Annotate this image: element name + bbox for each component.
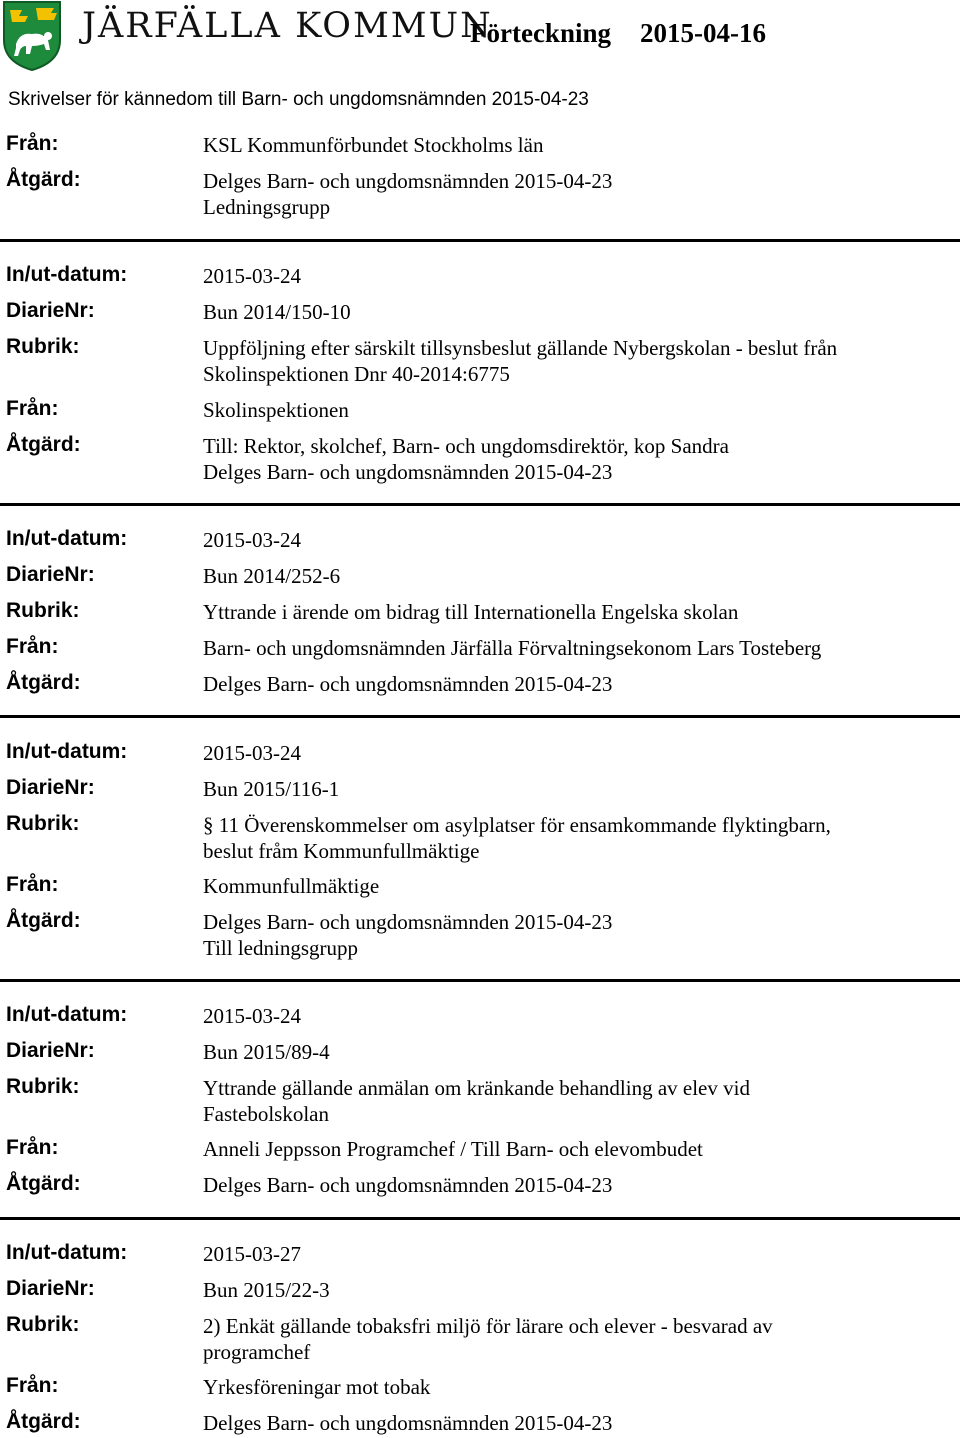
- document-date: 2015-04-16: [640, 18, 766, 48]
- record-divider: [0, 979, 960, 982]
- field-value: Till: Rektor, skolchef, Barn- och ungdomsdirektör, kop Sandra Delges Barn- och ungdomsnämnden 2015-04-23: [203, 434, 729, 484]
- field-value: 2015-03-24: [203, 741, 301, 765]
- field-value: Delges Barn- och ungdomsnämnden 2015-04-23: [203, 1411, 613, 1435]
- field-label: Åtgärd:: [6, 1410, 81, 1433]
- field-value: Skolinspektionen: [203, 398, 349, 422]
- field-label: In/ut-datum:: [6, 1241, 128, 1264]
- field-value: § 11 Överenskommelser om asylplatser för ensamkommande flyktingbarn, beslut fråm Kommunfullmäktige: [203, 813, 831, 863]
- field-value: 2) Enkät gällande tobaksfri miljö för lärare och elever - besvarad av programchef: [203, 1314, 773, 1364]
- field-value: Bun 2015/22-3: [203, 1278, 330, 1302]
- field-label: Från:: [6, 1136, 59, 1159]
- record-divider: [0, 503, 960, 506]
- field-label: Från:: [6, 132, 59, 155]
- field-value: 2015-03-27: [203, 1242, 301, 1266]
- field-value: Anneli Jeppsson Programchef / Till Barn- och elevombudet: [203, 1137, 703, 1161]
- field-label: In/ut-datum:: [6, 740, 128, 763]
- field-label: Rubrik:: [6, 1313, 80, 1336]
- field-value: Bun 2014/252-6: [203, 564, 341, 588]
- field-label: DiarieNr:: [6, 563, 95, 586]
- document-type: Förteckning: [470, 18, 611, 48]
- field-label: Från:: [6, 635, 59, 658]
- field-value: 2015-03-24: [203, 528, 301, 552]
- field-value: Kommunfullmäktige: [203, 874, 380, 898]
- field-label: Från:: [6, 1374, 59, 1397]
- field-label: In/ut-datum:: [6, 263, 128, 286]
- field-label: Åtgärd:: [6, 671, 81, 694]
- field-label: Rubrik:: [6, 599, 80, 622]
- field-label: Rubrik:: [6, 1075, 80, 1098]
- field-value: KSL Kommunförbundet Stockholms län: [203, 133, 544, 157]
- field-label: Åtgärd:: [6, 168, 81, 191]
- field-label: DiarieNr:: [6, 776, 95, 799]
- field-value: Yttrande i ärende om bidrag till Internationella Engelska skolan: [203, 600, 739, 624]
- municipal-coat-of-arms-icon: [2, 0, 62, 72]
- field-value: Delges Barn- och ungdomsnämnden 2015-04-23: [203, 1173, 613, 1197]
- record-divider: [0, 239, 960, 242]
- field-label: In/ut-datum:: [6, 527, 128, 550]
- field-value: Yrkesföreningar mot tobak: [203, 1375, 431, 1399]
- record-divider: [0, 1217, 960, 1220]
- record-divider: [0, 715, 960, 718]
- field-label: DiarieNr:: [6, 1039, 95, 1062]
- field-value: 2015-03-24: [203, 1004, 301, 1028]
- field-label: Rubrik:: [6, 335, 80, 358]
- field-value: Uppföljning efter särskilt tillsynsbeslut gällande Nybergskolan - beslut från Skolinspektionen Dnr 40-2014:6775: [203, 336, 838, 386]
- document-subtitle: Skrivelser för kännedom till Barn- och ungdomsnämnden 2015-04-23: [8, 89, 589, 110]
- page-header: [0, 0, 960, 80]
- field-label: DiarieNr:: [6, 1277, 95, 1300]
- field-label: Åtgärd:: [6, 1172, 81, 1195]
- field-value: 2015-03-24: [203, 264, 301, 288]
- field-value: Delges Barn- och ungdomsnämnden 2015-04-23 Till ledningsgrupp: [203, 910, 613, 960]
- field-value: Yttrande gällande anmälan om kränkande behandling av elev vid Fastebolskolan: [203, 1076, 750, 1126]
- brand-wordmark: JÄRFÄLLA KOMMUN: [82, 6, 493, 46]
- field-value: Bun 2015/89-4: [203, 1040, 330, 1064]
- field-label: Rubrik:: [6, 812, 80, 835]
- field-label: Från:: [6, 873, 59, 896]
- field-value: Barn- och ungdomsnämnden Järfälla Förvaltningsekonom Lars Tosteberg: [203, 636, 822, 660]
- field-value: Delges Barn- och ungdomsnämnden 2015-04-23 Ledningsgrupp: [203, 169, 613, 219]
- field-label: In/ut-datum:: [6, 1003, 128, 1026]
- field-value: Bun 2014/150-10: [203, 300, 351, 324]
- field-label: Åtgärd:: [6, 909, 81, 932]
- field-label: DiarieNr:: [6, 299, 95, 322]
- field-label: Från:: [6, 397, 59, 420]
- field-value: Bun 2015/116-1: [203, 777, 340, 801]
- field-label: Åtgärd:: [6, 433, 81, 456]
- field-value: Delges Barn- och ungdomsnämnden 2015-04-23: [203, 672, 613, 696]
